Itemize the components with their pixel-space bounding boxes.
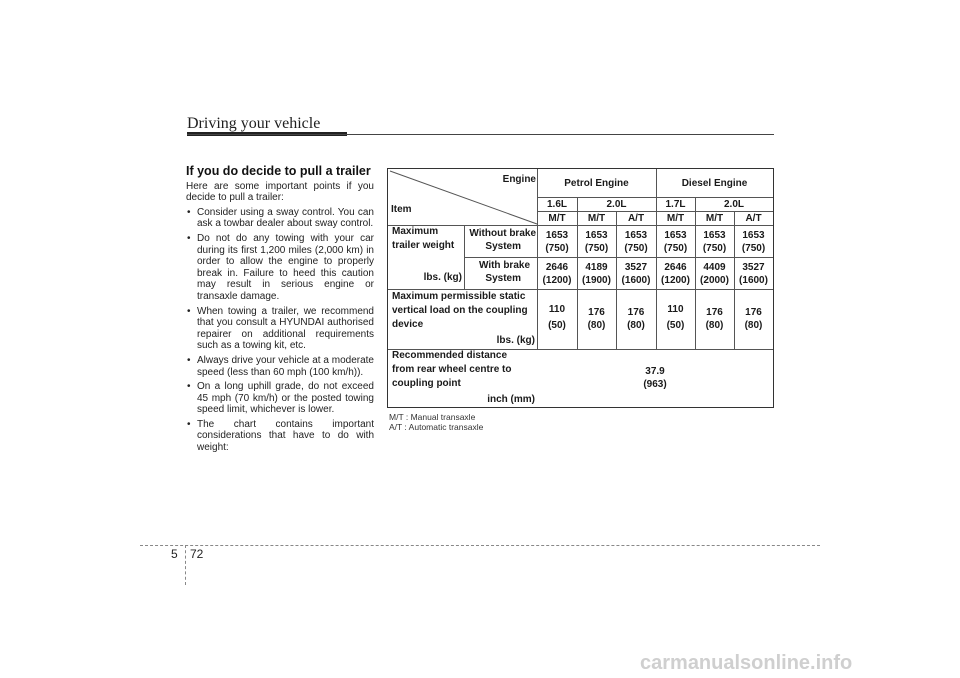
max-trailer-unit: lbs. (kg) [423,272,462,283]
size-petrol-16: 1.6L [546,199,567,210]
with-brake-label-1: With brake [478,260,530,271]
chapter-number: 5 [171,547,178,561]
bullet-glyph: • [187,206,191,218]
footnote-mt: M/T : Manual transaxle [389,412,476,422]
with-brake-value: 4409 (2000) [700,262,729,286]
trans-col-2: M/T [587,213,606,224]
vertical-load-value: 176 (80) [705,307,724,331]
distance-value: 37.9 (963) [643,366,667,390]
intro-paragraph: Here are some important points if you decide to pull a trailer: [186,180,374,204]
list-item: • Always drive your vehicle at a moderate speed (less than 60 mph (100 km/h)). [187,354,374,378]
trans-col-3: A/T [627,213,645,224]
vertical-load-value: 110 (50) [666,304,685,331]
trans-col-6: A/T [745,213,762,224]
diesel-engine-header: Diesel Engine [681,178,748,189]
with-brake-value: 2646 (1200) [661,262,690,286]
list-item: • Do not do any towing with your car during its first 1,200 miles (2,000 km) in order to allow the engine to properly break in. Failure to heed this caution may result in serious engine or transaxle damage. [187,232,374,302]
distance-unit: inch (mm) [487,394,535,405]
watermark: carmanualsonline.info [640,652,853,674]
size-diesel-17: 1.7L [665,199,686,210]
with-brake-value: 3527 (1600) [621,262,651,286]
with-brake-value: 4189 (1900) [582,262,611,286]
bullet-glyph: • [187,305,191,317]
footer-rule [140,545,820,546]
distance-label-2: from rear wheel centre to [392,364,512,375]
max-trailer-label-1: Maximum [392,226,439,237]
without-brake-label-1: Without brake [469,228,536,239]
towing-spec-table [387,168,774,408]
item-label: Item [391,204,412,215]
engine-label: Engine [502,174,536,185]
without-brake-value: 1653 (750) [624,230,648,254]
distance-label-3: coupling point [392,378,461,389]
trans-col-4: M/T [666,213,685,224]
footnote-at: A/T : Automatic transaxle [389,422,484,432]
with-brake-value: 2646 (1200) [542,262,572,286]
header-rule [187,134,774,135]
without-brake-label-2: System [485,241,521,252]
vertical-load-value: 176 (80) [744,307,763,331]
without-brake-value: 1653 (750) [741,230,766,254]
vertical-load-unit: lbs. (kg) [496,335,535,346]
without-brake-value: 1653 (750) [584,230,609,254]
vertical-load-value: 176 (80) [587,307,606,331]
page-number: 72 [190,547,204,561]
vertical-load-label-3: device [392,319,424,330]
with-brake-label-2: System [485,273,521,284]
vertical-load-label-2: vertical load on the coupling [392,305,528,316]
distance-label-1: Recommended distance [392,350,508,361]
list-item: • When towing a trailer, we recommend that you consult a HYUNDAI authorised repairer on additional requirements such as a towing kit, etc. [187,305,374,352]
page-header-title: Driving your vehicle [187,115,321,132]
petrol-engine-header: Petrol Engine [564,178,629,189]
without-brake-value: 1653 (750) [545,230,569,254]
bullet-glyph: • [187,354,191,366]
bullet-glyph: • [187,232,191,244]
list-item: • On a long uphill grade, do not exceed 45 mph (70 km/h) or the posted towing speed limit, whichever is lower. [187,381,374,416]
bullet-glyph: • [187,381,191,393]
vertical-load-value: 110 (50) [548,304,566,331]
without-brake-value: 1653 (750) [702,230,727,254]
footer-divider [185,545,186,585]
list-item: • Consider using a sway control. You can ask a towbar dealer about sway control. [187,206,374,230]
bullet-glyph: • [187,418,191,430]
vertical-load-value: 176 (80) [627,307,645,331]
size-petrol-20: 2.0L [606,199,627,210]
list-item: • The chart contains important considerations that have to do with weight: [187,418,374,454]
trans-col-1: M/T [548,213,566,224]
trailer-tips-section [186,166,374,457]
without-brake-value: 1653 (750) [663,230,688,254]
table-footnotes [389,412,483,432]
max-trailer-label-2: trailer weight [392,240,455,251]
size-diesel-20: 2.0L [723,199,744,210]
trans-col-5: M/T [705,213,724,224]
with-brake-value: 3527 (1600) [739,262,768,286]
tips-list [186,207,374,454]
section-heading: If you do decide to pull a trailer [186,164,371,178]
vertical-load-label-1: Maximum permissible static [392,291,526,302]
